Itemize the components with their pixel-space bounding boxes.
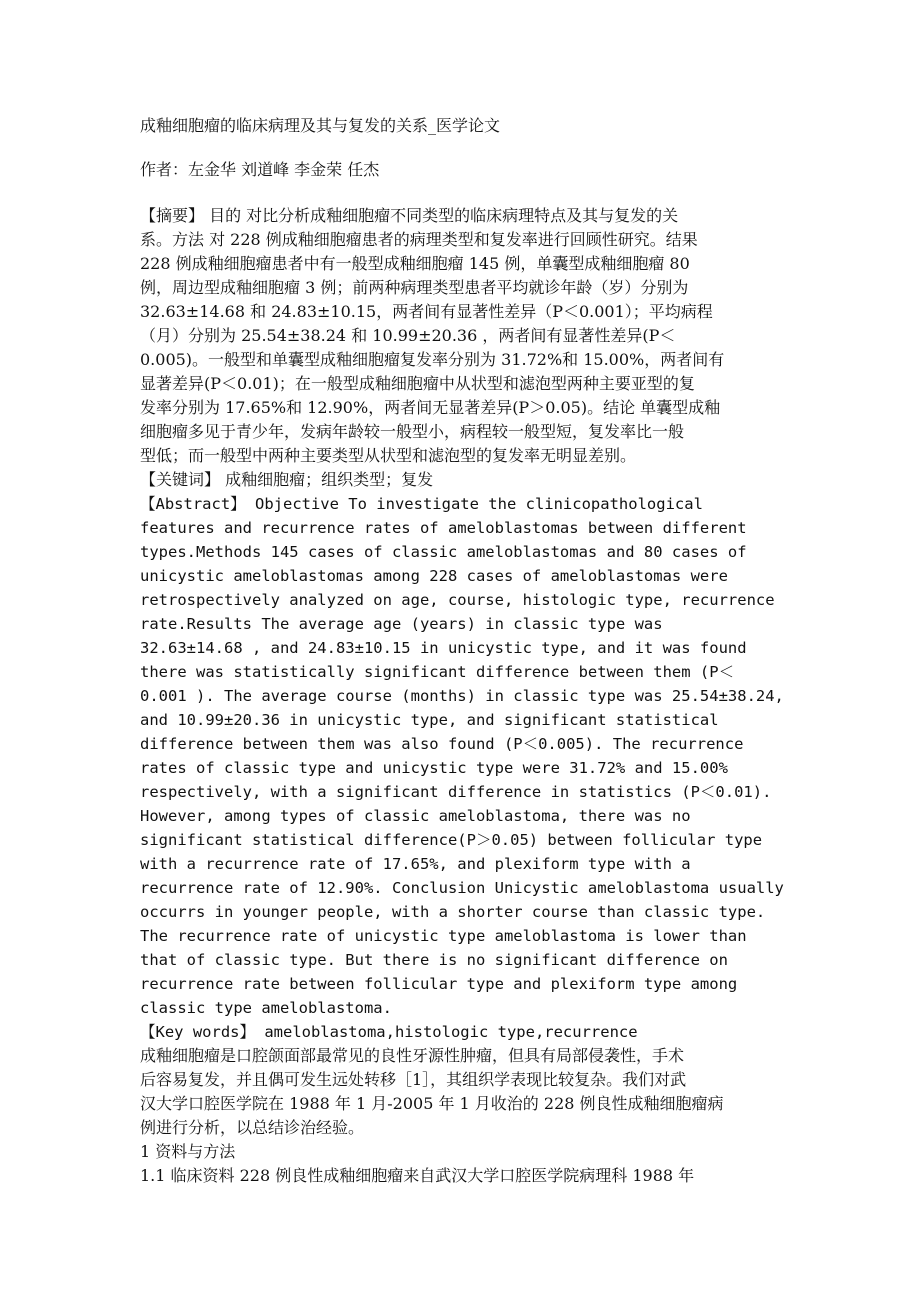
abstract-en-line: The recurrence rate of unicystic type ameloblastoma is lower than: [140, 927, 747, 945]
abstract-en-line: 【Abstract】 Objective To investigate the clinicopathological: [140, 495, 703, 513]
keywords-zh: 【关键词】 成釉细胞瘤；组织类型；复发: [140, 470, 434, 489]
abstract-zh-line: 0.005)。一般型和单囊型成釉细胞瘤复发率分别为 31.72%和 15.00%，两者间有: [140, 350, 725, 369]
document-title: 成釉细胞瘤的临床病理及其与复发的关系_医学论文: [140, 116, 501, 135]
body-line: 汉大学口腔医学院在 1988 年 1 月-2005 年 1 月收治的 228 例良性成釉细胞瘤病: [140, 1094, 724, 1113]
abstract-en-line: significant statistical difference(P＞0.05) between follicular type: [140, 831, 763, 849]
abstract-en-line: 0.001 ). The average course (months) in classic type was 25.54±38.24,: [140, 687, 784, 705]
abstract-zh-line: 型低；而一般型中两种主要类型从状型和滤泡型的复发率无明显差别。: [140, 446, 637, 465]
abstract-en-line: that of classic type. But there is no significant difference on: [140, 951, 728, 969]
abstract-en-line: types.Methods 145 cases of classic ameloblastomas and 80 cases of: [140, 543, 747, 561]
abstract-en-line: unicystic ameloblastomas among 228 cases of ameloblastomas were: [140, 567, 728, 585]
abstract-en-line: difference between them was also found (P＜0.005). The recurrence: [140, 735, 744, 753]
abstract-en-line: rates of classic type and unicystic type were 31.72% and 15.00%: [140, 759, 728, 777]
section-heading: 1 资料与方法: [140, 1142, 236, 1161]
abstract-zh-line: 细胞瘤多见于青少年，发病年龄较一般型小，病程较一般型短，复发率比一般: [140, 422, 685, 441]
subsection-line: 1.1 临床资料 228 例良性成釉细胞瘤来自武汉大学口腔医学院病理科 1988 年: [140, 1166, 695, 1185]
abstract-zh-line: 【摘要】 目的 对比分析成釉细胞瘤不同类型的临床病理特点及其与复发的关: [140, 206, 679, 225]
keywords-en: 【Key words】 ameloblastoma,histologic type,recurrence: [140, 1023, 638, 1041]
abstract-zh-line: 例，周边型成釉细胞瘤 3 例；前两种病理类型患者平均就诊年龄（岁）分别为: [140, 278, 689, 297]
body-line: 例进行分析，以总结诊治经验。: [140, 1118, 365, 1137]
abstract-en-line: However, among types of classic ameloblastoma, there was no: [140, 807, 691, 825]
abstract-en-line: classic type ameloblastoma.: [140, 999, 392, 1017]
abstract-zh-line: 系。方法 对 228 例成釉细胞瘤患者的病理类型和复发率进行回顾性研究。结果: [140, 230, 698, 249]
abstract-en-line: and 10.99±20.36 in unicystic type, and significant statistical: [140, 711, 719, 729]
authors-line: 作者：左金华 刘道峰 李金荣 任杰: [140, 160, 380, 179]
abstract-zh-line: （月）分别为 25.54±38.24 和 10.99±20.36 ，两者间有显著性差异(P＜: [140, 326, 676, 345]
abstract-en-line: respectively, with a significant difference in statistics (P＜0.01).: [140, 783, 772, 801]
abstract-zh-line: 发率分别为 17.65%和 12.90%，两者间无显著差异(P＞0.05)。结论 单囊型成釉: [140, 398, 721, 417]
abstract-en-line: occurrs in younger people, with a shorter course than classic type.: [140, 903, 766, 921]
abstract-en-line: rate.Results The average age (years) in classic type was: [140, 615, 663, 633]
abstract-en-line: recurrence rate between follicular type and plexiform type among: [140, 975, 738, 993]
abstract-en-line: there was statistically significant difference between them (P＜: [140, 663, 735, 681]
abstract-zh-line: 显著差异(P＜0.01)；在一般型成釉细胞瘤中从状型和滤泡型两种主要亚型的复: [140, 374, 695, 393]
abstract-en-line: features and recurrence rates of ameloblastomas between different: [140, 519, 747, 537]
abstract-zh-line: 32.63±14.68 和 24.83±10.15，两者间有显著性差异（P＜0.001）；平均病程: [140, 302, 713, 321]
abstract-en-line: with a recurrence rate of 17.65%, and plexiform type with a: [140, 855, 691, 873]
abstract-zh-line: 228 例成釉细胞瘤患者中有一般型成釉细胞瘤 145 例，单囊型成釉细胞瘤 80: [140, 254, 690, 273]
body-line: 后容易复发，并且偶可发生远处转移［1］，其组织学表现比较复杂。我们对武: [140, 1070, 687, 1089]
abstract-en-line: 32.63±14.68 , and 24.83±10.15 in unicystic type, and it was found: [140, 639, 747, 657]
abstract-en-line: retrospectively analyzed on age, course, histologic type, recurrence: [140, 591, 775, 609]
body-line: 成釉细胞瘤是口腔颌面部最常见的良性牙源性肿瘤，但具有局部侵袭性，手术: [140, 1046, 685, 1065]
abstract-en-line: recurrence rate of 12.90%. Conclusion Unicystic ameloblastoma usually: [140, 879, 784, 897]
